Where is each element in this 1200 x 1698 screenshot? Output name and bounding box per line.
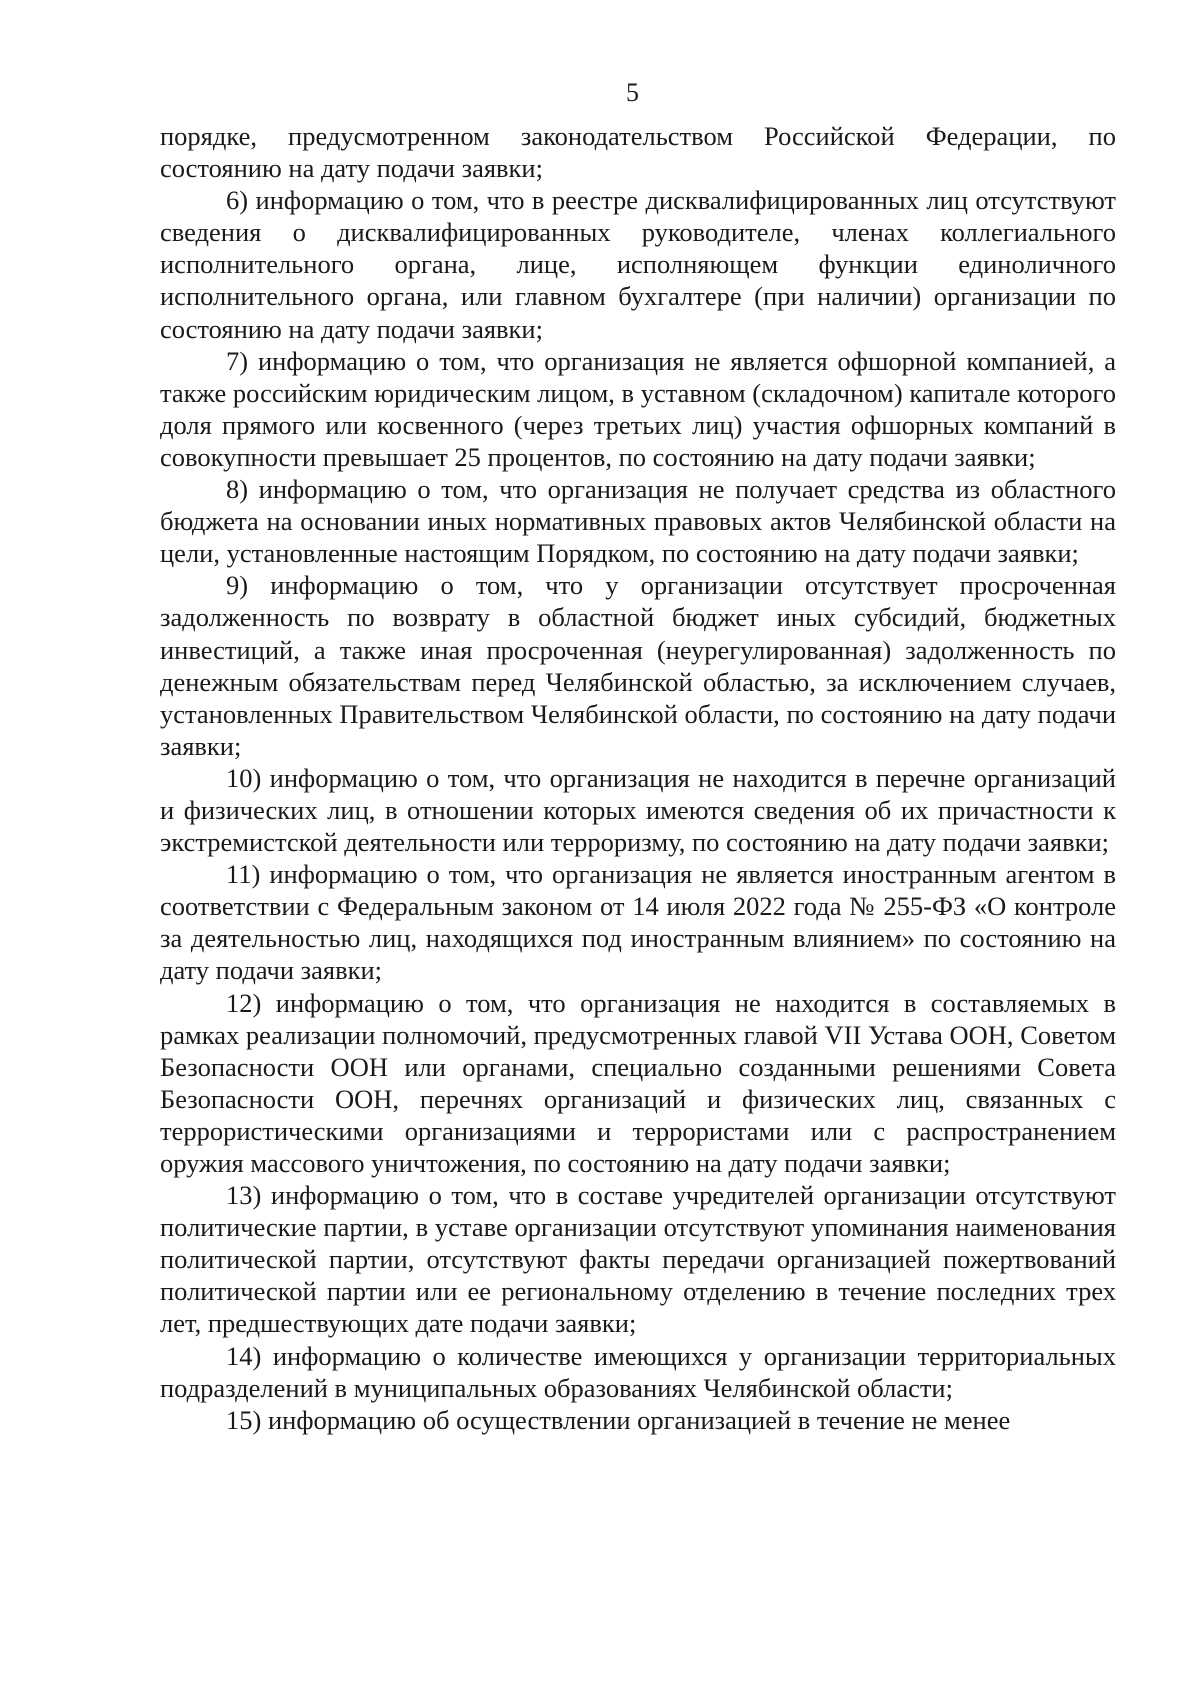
paragraph: 9) информацию о том, что у организации отсутствует просроченная задолженность по возврату в областной бюджет иных субсидий, бюджетных инвестиций, а также иная просроченная (неурегулированная) задолженность по денежным обязательствам перед Челябинской областью, за исключением случаев, установленных Правительством Челябинской области, по состоянию на дату подачи заявки; — [160, 570, 1116, 761]
paragraph: 10) информацию о том, что организация не находится в перечне организаций и физических лиц, в отношении которых имеются сведения об их причастности к экстремистской деятельности или терроризму, по состоянию на дату подачи заявки; — [160, 762, 1116, 858]
paragraph: 12) информацию о том, что организация не находится в составляемых в рамках реализации полномочий, предусмотренных главой VII Устава ООН, Советом Безопасности ООН или органами, специально созданными решениями Совета Безопасности ООН, перечнях организаций и физических лиц, связанных с террористическими организациями и террористами или с распространением оружия массового уничтожения, по состоянию на дату подачи заявки; — [160, 987, 1116, 1178]
page-number: 5 — [626, 78, 639, 107]
paragraph: 15) информацию об осуществлении организацией в течение не менее — [226, 1404, 1011, 1435]
paragraph: порядке, предусмотренном законодательством Российской Федерации, по состоянию на дату подачи заявки; — [160, 121, 1116, 184]
paragraph: 7) информацию о том, что организация не является офшорной компанией, а также российским юридическим лицом, в уставном (складочном) капитале которого доля прямого или косвенного (через третьих лиц) участия офшорных компаний в совокупности превышает 25 процентов, по состоянию на дату подачи заявки; — [160, 345, 1116, 472]
paragraph: 11) информацию о том, что организация не является иностранным агентом в соответствии с Федеральным законом от 14 июля 2022 года № 255-ФЗ «О контроле за деятельностью лиц, находящихся под иностранным влиянием» по состоянию на дату подачи заявки; — [160, 859, 1116, 986]
paragraph: 8) информацию о том, что организация не получает средства из областного бюджета на основании иных нормативных правовых актов Челябинской области на цели, установленные настоящим Порядком, по состоянию на дату подачи заявки; — [160, 474, 1116, 569]
document-body — [160, 120, 1116, 1436]
paragraph: 13) информацию о том, что в составе учредителей организации отсутствуют политические партии, в уставе организации отсутствуют упоминания наименования политической партии, отсутствуют факты передачи организацией пожертвований политической партии или ее региональному отделению в течение последних трех лет, предшествующих дате подачи заявки; — [160, 1180, 1116, 1339]
paragraph: 14) информацию о количестве имеющихся у организации территориальных подразделений в муниципальных образованиях Челябинской области; — [160, 1340, 1116, 1403]
paragraph: 6) информацию о том, что в реестре дисквалифицированных лиц отсутствуют сведения о дисквалифицированных руководителе, членах коллегиального исполнительного органа, лице, исполняющем функции единоличного исполнительного органа, или главном бухгалтере (при наличии) организации по состоянию на дату подачи заявки; — [160, 185, 1116, 344]
